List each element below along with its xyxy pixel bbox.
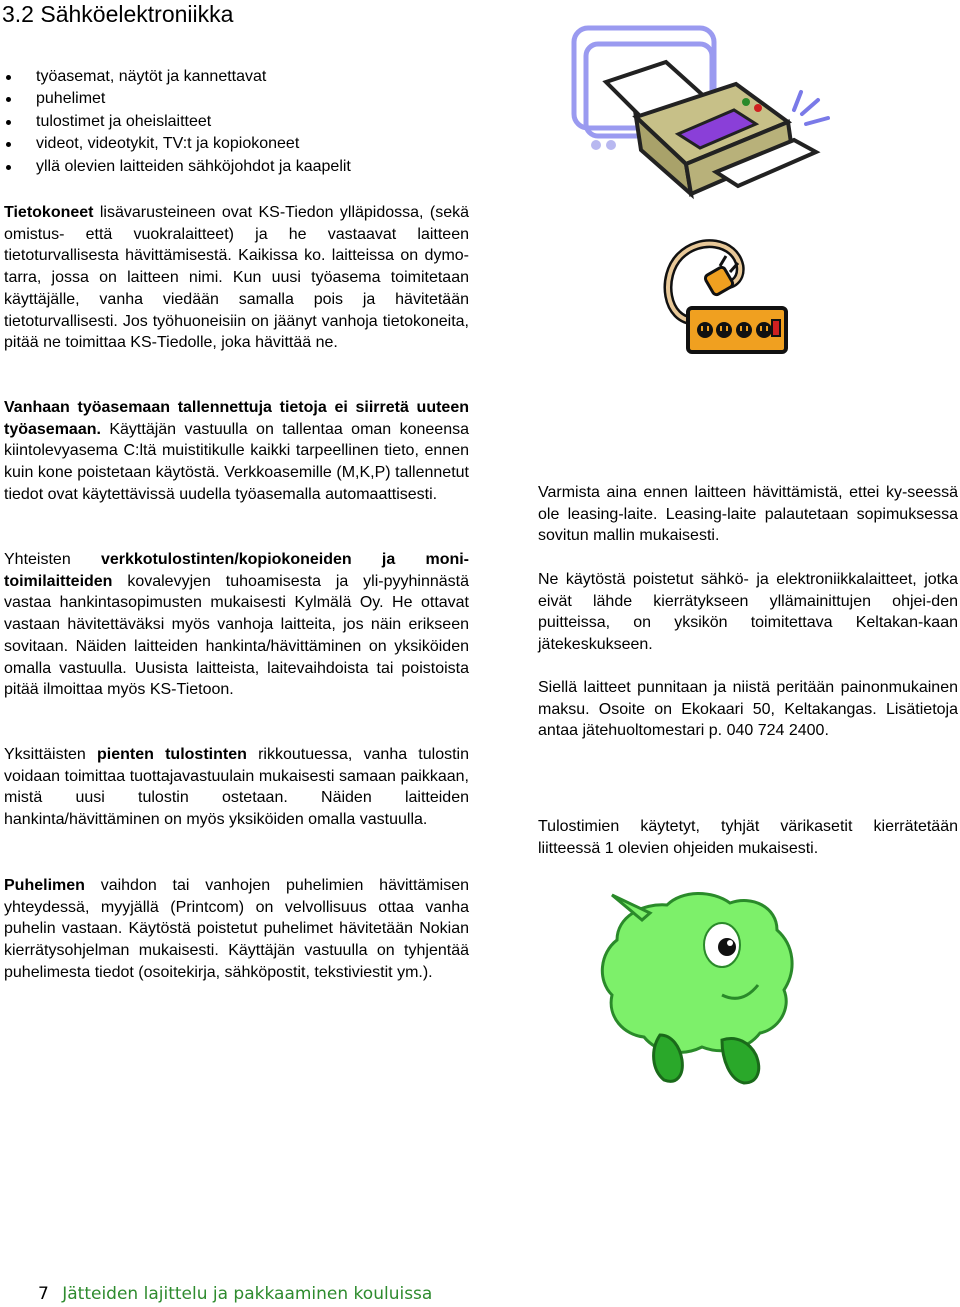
paragraph-text: Yksittäisten	[4, 746, 98, 763]
bold-term: verkkotulostinten/kopiokoneiden ja moni-toimilaitteiden	[4, 551, 470, 590]
power-strip-icon	[660, 226, 790, 356]
list-item: työasemat, näytöt ja kannettavat	[0, 66, 351, 88]
paragraph-phones	[4, 875, 469, 984]
paragraph-text: Yhteisten	[4, 551, 101, 568]
paragraph-data-transfer	[4, 397, 469, 506]
list-item: yllä olevien laitteiden sähköjohdot ja kaapelit	[0, 156, 351, 178]
list-item: puhelimet	[0, 88, 351, 110]
bold-term: Tietokoneet	[4, 204, 94, 221]
printer-icon	[566, 22, 836, 207]
paragraph-text: rikkoutuessa, vanha tulostin voidaan toimittaa tuottajavastuulain mukaisesti samaan paikkaan, mistä uusi tulostin ostetaan. Näiden laitteiden hankinta/hävittäminen on myös yksiköiden omalla vastuulla.	[4, 746, 470, 829]
paragraph-text: lisävarusteineen ovat KS-Tiedon ylläpidossa, (sekä omistus- että vuokralaitteet) ja he vastaavat laitteen tietoturvallisesta hävittämisestä. Kaikissa ko. laitteissa on dymo-tarra, jossa on laitteen nimi. Kun uusi työasema toimitetaan käyttäjälle, vanha viedään samalla pois ja hävitetään tietoturvallisesti. Jos työhuoneisiin on jäänyt vanhoja tietokoneita, pitää ne toimittaa KS-Tiedolle, joka hävittää ne.	[4, 204, 469, 352]
bold-term: Puhelimen	[4, 877, 85, 894]
paragraph-text: Käyttäjän vastuulla on tallentaa oman koneensa kiintolevyasema C:ltä muistitikulle kaikki tarpeellinen tieto, ennen kuin kone poistetaan käytöstä. Verkkoasemille (M,K,P) tallennetut tiedot ovat käytettävissä uudella työasemalla automaattisesti.	[4, 420, 469, 503]
note-weighing-fee: Siellä laitteet punnitaan ja niistä peritään painonmukainen maksu. Osoite on Ekokaari 50, Keltakangas. Lisätietoja antaa jätehuoltomestari p. 040 724 2400.	[538, 679, 958, 740]
note-waste-center: Ne käytöstä poistetut sähkö- ja elektroniikkalaitteet, jotka eivät lähde kierrätykseen yllämainittujen ohjei-den puitteissa, on yksikön toimitettava Keltakan-kaan jätekeskukseen.	[538, 571, 958, 654]
note-ink-cartridges: Tulostimien käytetyt, tyhjät värikasetit kierrätetään liitteessä 1 olevien ohjeiden mukaisesti.	[538, 818, 958, 857]
note-leasing: Varmista aina ennen laitteen hävittämistä, ettei ky-seessä ole leasing-laite. Leasing-laite palautetaan sopimuksessa sovitun mallin mukaisesti.	[538, 484, 958, 545]
page-footer	[38, 1283, 432, 1305]
list-item: videot, videotykit, TV:t ja kopiokoneet	[0, 133, 351, 155]
bold-term: Vanhaan työasemaan tallennettuja tietoja ei siirretä uuteen työasemaan.	[4, 399, 469, 438]
green-mascot-icon	[572, 885, 832, 1090]
paragraph-text: vaihdon tai vanhojen puhelimien hävittämisen yhteydessä, myyjällä (Printcom) on velvollisuus ottaa vanha puhelin vastaan. Käytöstä poistetut puhelimet hävitetään Nokian kierrätysohjelman mukaisesti. Käyttäjän vastuulla on tyhjentää puhelimesta tiedot (osoitekirja, sähköpostit, tekstiviestit ym.).	[4, 877, 469, 981]
list-item: tulostimet ja oheislaitteet	[0, 111, 351, 133]
paragraph-computers	[4, 202, 469, 354]
paragraph-small-printers	[4, 744, 469, 831]
paragraph-network-printers	[4, 549, 469, 701]
bold-term: pienten tulostinten	[97, 746, 247, 763]
page-title: 3.2 Sähköelektroniikka	[2, 1, 234, 27]
footer-title: Jätteiden lajittelu ja pakkaaminen kouluissa	[62, 1284, 433, 1304]
paragraph-text: kovalevyjen tuhoamisesta ja yli-pyyhinnästä vastaa hankintasopimusten mukaisesti Kylmälä Oy. He ottavat vastaan hävitettäväksi myös vanhoja laitteita, jos näin erikseen sovitaan. Näiden laitteiden hankinta/hävittäminen on yksiköiden omalla vastuulla. Uusista laitteista, laitevaihdoista tai poistoista pitää ilmoittaa myös KS-Tietoon.	[4, 572, 469, 699]
device-list	[0, 66, 351, 178]
page-number: 7	[38, 1284, 49, 1304]
